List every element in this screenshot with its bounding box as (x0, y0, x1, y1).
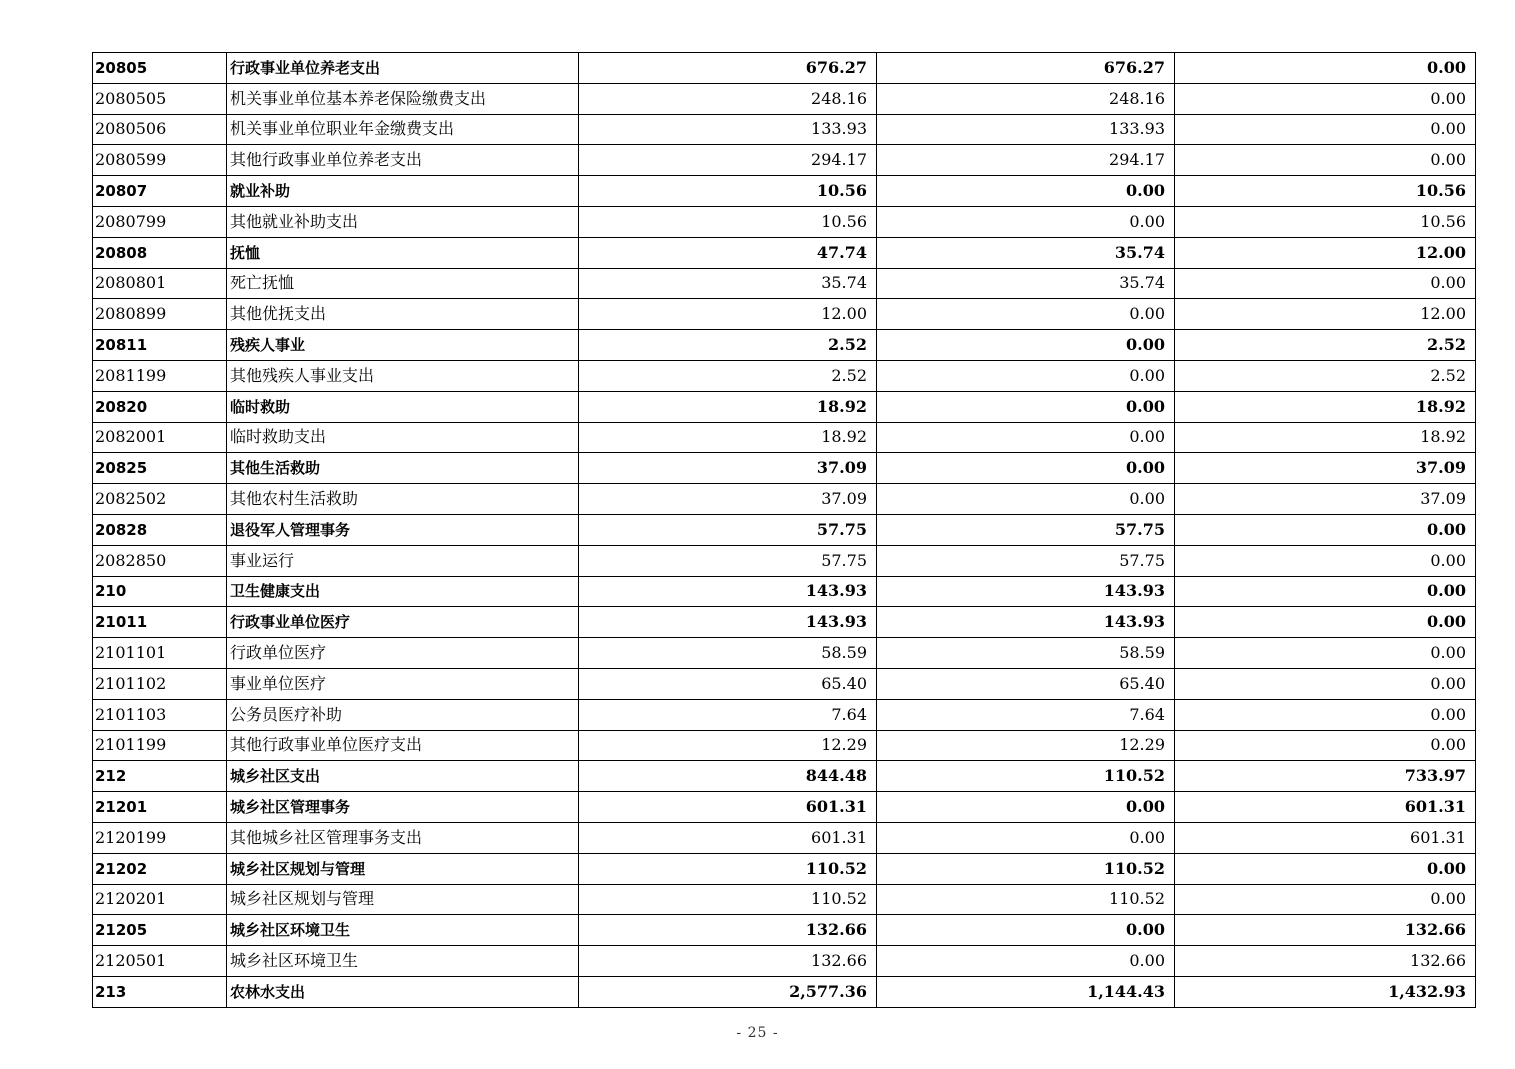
table-row (93, 268, 1476, 299)
table-row (93, 145, 1476, 176)
project-expenditure-cell: 0.00 (1175, 114, 1476, 145)
table-row (93, 360, 1476, 391)
total-amount-cell: 132.66 (579, 915, 877, 946)
account-name-cell: 行政事业单位养老支出 (227, 53, 579, 84)
basic-expenditure-cell: 0.00 (877, 453, 1175, 484)
basic-expenditure-cell: 0.00 (877, 206, 1175, 237)
total-amount-cell: 18.92 (579, 422, 877, 453)
account-name-cell: 城乡社区环境卫生 (227, 946, 579, 977)
total-amount-cell: 143.93 (579, 607, 877, 638)
basic-expenditure-cell: 676.27 (877, 53, 1175, 84)
account-code-cell: 20805 (93, 53, 227, 84)
basic-expenditure-cell: 143.93 (877, 607, 1175, 638)
project-expenditure-cell: 0.00 (1175, 699, 1476, 730)
basic-expenditure-cell: 7.64 (877, 699, 1175, 730)
total-amount-cell: 10.56 (579, 176, 877, 207)
total-amount-cell: 47.74 (579, 237, 877, 268)
account-code-cell: 2101102 (93, 668, 227, 699)
account-code-cell: 2082502 (93, 484, 227, 515)
table-row (93, 422, 1476, 453)
account-code-cell: 2120501 (93, 946, 227, 977)
account-name-cell: 其他生活救助 (227, 453, 579, 484)
table-row (93, 668, 1476, 699)
basic-expenditure-cell: 133.93 (877, 114, 1175, 145)
total-amount-cell: 35.74 (579, 268, 877, 299)
project-expenditure-cell: 2.52 (1175, 360, 1476, 391)
basic-expenditure-cell: 57.75 (877, 545, 1175, 576)
basic-expenditure-cell: 0.00 (877, 360, 1175, 391)
category-row (93, 761, 1476, 792)
account-name-cell: 行政事业单位医疗 (227, 607, 579, 638)
basic-expenditure-cell: 1,144.43 (877, 976, 1175, 1007)
account-code-cell: 2080505 (93, 83, 227, 114)
project-expenditure-cell: 0.00 (1175, 545, 1476, 576)
account-name-cell: 残疾人事业 (227, 330, 579, 361)
project-expenditure-cell: 18.92 (1175, 422, 1476, 453)
basic-expenditure-cell: 35.74 (877, 268, 1175, 299)
account-code-cell: 2080799 (93, 206, 227, 237)
account-name-cell: 事业运行 (227, 545, 579, 576)
total-amount-cell: 110.52 (579, 884, 877, 915)
account-name-cell: 其他优抚支出 (227, 299, 579, 330)
basic-expenditure-cell: 12.29 (877, 730, 1175, 761)
table-row (93, 730, 1476, 761)
total-amount-cell: 18.92 (579, 391, 877, 422)
project-expenditure-cell: 0.00 (1175, 83, 1476, 114)
total-amount-cell: 143.93 (579, 576, 877, 607)
total-amount-cell: 2,577.36 (579, 976, 877, 1007)
project-expenditure-cell: 0.00 (1175, 853, 1476, 884)
account-name-cell: 卫生健康支出 (227, 576, 579, 607)
total-amount-cell: 133.93 (579, 114, 877, 145)
account-name-cell: 城乡社区环境卫生 (227, 915, 579, 946)
basic-expenditure-cell: 0.00 (877, 422, 1175, 453)
basic-expenditure-cell: 248.16 (877, 83, 1175, 114)
account-name-cell: 其他就业补助支出 (227, 206, 579, 237)
account-name-cell: 农林水支出 (227, 976, 579, 1007)
basic-expenditure-cell: 0.00 (877, 792, 1175, 823)
category-row (93, 915, 1476, 946)
project-expenditure-cell: 733.97 (1175, 761, 1476, 792)
account-code-cell: 20811 (93, 330, 227, 361)
category-row (93, 453, 1476, 484)
project-expenditure-cell: 37.09 (1175, 453, 1476, 484)
account-code-cell: 2080599 (93, 145, 227, 176)
account-name-cell: 其他残疾人事业支出 (227, 360, 579, 391)
project-expenditure-cell: 0.00 (1175, 638, 1476, 669)
account-name-cell: 城乡社区支出 (227, 761, 579, 792)
category-row (93, 792, 1476, 823)
total-amount-cell: 132.66 (579, 946, 877, 977)
account-code-cell: 2120199 (93, 822, 227, 853)
account-name-cell: 机关事业单位职业年金缴费支出 (227, 114, 579, 145)
account-code-cell: 2101199 (93, 730, 227, 761)
project-expenditure-cell: 12.00 (1175, 299, 1476, 330)
table-row (93, 699, 1476, 730)
account-name-cell: 事业单位医疗 (227, 668, 579, 699)
total-amount-cell: 10.56 (579, 206, 877, 237)
total-amount-cell: 294.17 (579, 145, 877, 176)
basic-expenditure-cell: 110.52 (877, 761, 1175, 792)
basic-expenditure-cell: 110.52 (877, 853, 1175, 884)
table-row (93, 822, 1476, 853)
total-amount-cell: 110.52 (579, 853, 877, 884)
account-code-cell: 20828 (93, 514, 227, 545)
basic-expenditure-cell: 0.00 (877, 484, 1175, 515)
table-row (93, 83, 1476, 114)
account-code-cell: 2080506 (93, 114, 227, 145)
account-code-cell: 20807 (93, 176, 227, 207)
account-name-cell: 其他行政事业单位医疗支出 (227, 730, 579, 761)
basic-expenditure-cell: 65.40 (877, 668, 1175, 699)
account-name-cell: 其他城乡社区管理事务支出 (227, 822, 579, 853)
table-row (93, 545, 1476, 576)
total-amount-cell: 12.00 (579, 299, 877, 330)
total-amount-cell: 65.40 (579, 668, 877, 699)
project-expenditure-cell: 601.31 (1175, 822, 1476, 853)
basic-expenditure-cell: 0.00 (877, 822, 1175, 853)
budget-table-body (93, 53, 1476, 1008)
table-row (93, 884, 1476, 915)
project-expenditure-cell: 0.00 (1175, 730, 1476, 761)
category-row (93, 391, 1476, 422)
account-name-cell: 死亡抚恤 (227, 268, 579, 299)
project-expenditure-cell: 10.56 (1175, 176, 1476, 207)
project-expenditure-cell: 0.00 (1175, 884, 1476, 915)
table-row (93, 638, 1476, 669)
basic-expenditure-cell: 58.59 (877, 638, 1175, 669)
basic-expenditure-cell: 0.00 (877, 176, 1175, 207)
project-expenditure-cell: 601.31 (1175, 792, 1476, 823)
total-amount-cell: 57.75 (579, 514, 877, 545)
account-name-cell: 就业补助 (227, 176, 579, 207)
account-code-cell: 20825 (93, 453, 227, 484)
basic-expenditure-cell: 0.00 (877, 915, 1175, 946)
basic-expenditure-cell: 0.00 (877, 299, 1175, 330)
project-expenditure-cell: 132.66 (1175, 915, 1476, 946)
basic-expenditure-cell: 143.93 (877, 576, 1175, 607)
table-row (93, 206, 1476, 237)
account-code-cell: 213 (93, 976, 227, 1007)
account-code-cell: 212 (93, 761, 227, 792)
total-amount-cell: 37.09 (579, 453, 877, 484)
account-code-cell: 21205 (93, 915, 227, 946)
account-name-cell: 其他行政事业单位养老支出 (227, 145, 579, 176)
account-code-cell: 20808 (93, 237, 227, 268)
basic-expenditure-cell: 0.00 (877, 330, 1175, 361)
account-code-cell: 2082850 (93, 545, 227, 576)
project-expenditure-cell: 132.66 (1175, 946, 1476, 977)
table-row (93, 114, 1476, 145)
total-amount-cell: 7.64 (579, 699, 877, 730)
project-expenditure-cell: 12.00 (1175, 237, 1476, 268)
category-row (93, 853, 1476, 884)
account-name-cell: 行政单位医疗 (227, 638, 579, 669)
basic-expenditure-cell: 0.00 (877, 391, 1175, 422)
project-expenditure-cell: 0.00 (1175, 268, 1476, 299)
account-name-cell: 机关事业单位基本养老保险缴费支出 (227, 83, 579, 114)
account-name-cell: 抚恤 (227, 237, 579, 268)
category-row (93, 976, 1476, 1007)
basic-expenditure-cell: 35.74 (877, 237, 1175, 268)
account-code-cell: 21202 (93, 853, 227, 884)
basic-expenditure-cell: 110.52 (877, 884, 1175, 915)
account-code-cell: 20820 (93, 391, 227, 422)
project-expenditure-cell: 0.00 (1175, 668, 1476, 699)
total-amount-cell: 676.27 (579, 53, 877, 84)
project-expenditure-cell: 18.92 (1175, 391, 1476, 422)
project-expenditure-cell: 37.09 (1175, 484, 1476, 515)
total-amount-cell: 2.52 (579, 330, 877, 361)
total-amount-cell: 58.59 (579, 638, 877, 669)
project-expenditure-cell: 0.00 (1175, 607, 1476, 638)
account-name-cell: 临时救助 (227, 391, 579, 422)
account-code-cell: 2120201 (93, 884, 227, 915)
account-code-cell: 2081199 (93, 360, 227, 391)
project-expenditure-cell: 0.00 (1175, 53, 1476, 84)
account-name-cell: 公务员医疗补助 (227, 699, 579, 730)
account-name-cell: 城乡社区管理事务 (227, 792, 579, 823)
category-row (93, 514, 1476, 545)
total-amount-cell: 601.31 (579, 792, 877, 823)
project-expenditure-cell: 10.56 (1175, 206, 1476, 237)
project-expenditure-cell: 1,432.93 (1175, 976, 1476, 1007)
basic-expenditure-cell: 0.00 (877, 946, 1175, 977)
project-expenditure-cell: 2.52 (1175, 330, 1476, 361)
account-code-cell: 2080899 (93, 299, 227, 330)
account-name-cell: 其他农村生活救助 (227, 484, 579, 515)
total-amount-cell: 57.75 (579, 545, 877, 576)
account-name-cell: 城乡社区规划与管理 (227, 853, 579, 884)
basic-expenditure-cell: 57.75 (877, 514, 1175, 545)
account-name-cell: 临时救助支出 (227, 422, 579, 453)
total-amount-cell: 12.29 (579, 730, 877, 761)
total-amount-cell: 2.52 (579, 360, 877, 391)
total-amount-cell: 248.16 (579, 83, 877, 114)
account-code-cell: 2101103 (93, 699, 227, 730)
project-expenditure-cell: 0.00 (1175, 145, 1476, 176)
table-row (93, 946, 1476, 977)
basic-expenditure-cell: 294.17 (877, 145, 1175, 176)
category-row (93, 330, 1476, 361)
account-code-cell: 2101101 (93, 638, 227, 669)
account-code-cell: 21011 (93, 607, 227, 638)
account-code-cell: 2082001 (93, 422, 227, 453)
table-row (93, 299, 1476, 330)
total-amount-cell: 844.48 (579, 761, 877, 792)
account-name-cell: 退役军人管理事务 (227, 514, 579, 545)
category-row (93, 607, 1476, 638)
account-code-cell: 210 (93, 576, 227, 607)
account-code-cell: 21201 (93, 792, 227, 823)
table-row (93, 484, 1476, 515)
page-number: - 25 - (736, 1025, 779, 1041)
category-row (93, 576, 1476, 607)
account-code-cell: 2080801 (93, 268, 227, 299)
total-amount-cell: 601.31 (579, 822, 877, 853)
account-name-cell: 城乡社区规划与管理 (227, 884, 579, 915)
budget-table (92, 52, 1476, 1008)
category-row (93, 53, 1476, 84)
project-expenditure-cell: 0.00 (1175, 514, 1476, 545)
category-row (93, 176, 1476, 207)
total-amount-cell: 37.09 (579, 484, 877, 515)
category-row (93, 237, 1476, 268)
project-expenditure-cell: 0.00 (1175, 576, 1476, 607)
